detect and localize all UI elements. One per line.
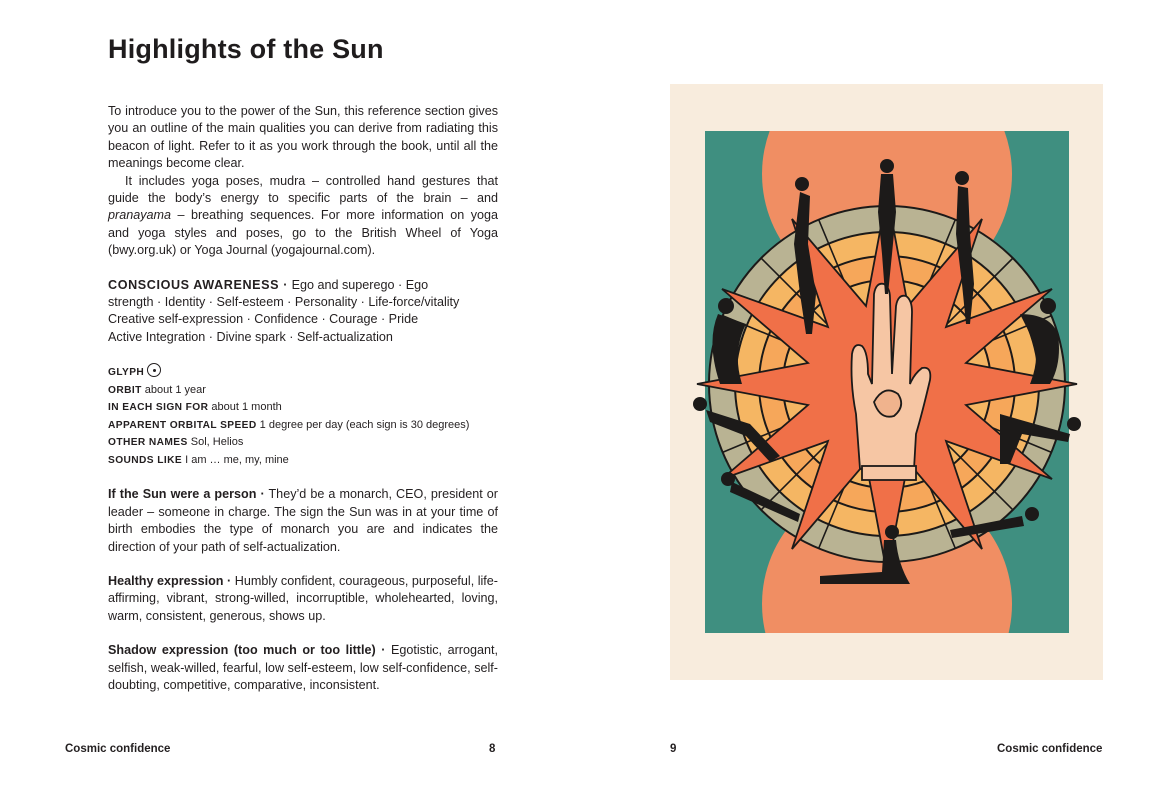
shadow-paragraph: Shadow expression (too much or too little) · Egotistic, arrogant, selfish, weak-willed, fearful, low self-esteem, low self-confidence, self-doubting, competitive, comparative, inconsistent. xyxy=(108,643,498,692)
qualities-line-2: strength · Identity · Self-esteem · Personality · Life-force/vitality xyxy=(108,295,460,310)
illustration-svg xyxy=(670,84,1103,680)
body-text xyxy=(108,103,498,694)
sun-illustration xyxy=(670,84,1103,680)
facts-list xyxy=(108,363,498,469)
fact-names: OTHER NAMES Sol, Helios xyxy=(108,436,244,449)
fact-orbit: ORBIT about 1 year xyxy=(108,383,206,396)
fact-sounds: SOUNDS LIKE I am … me, my, mine xyxy=(108,453,289,466)
qualities-block xyxy=(108,277,498,347)
qualities-line-3: Creative self-expression · Confidence · Courage · Pride xyxy=(108,312,419,327)
fact-speed: APPARENT ORBITAL SPEED 1 degree per day (each sign is 30 degrees) xyxy=(108,418,470,431)
person-paragraph: If the Sun were a person · They’d be a monarch, CEO, president or leader – someone in charge. The sign the Sun was in at your time of birth embodies the type of monarch you are and indicates the direction of your path of self-actualization. xyxy=(108,487,498,554)
left-page-number: 8 xyxy=(489,743,496,755)
right-page xyxy=(584,0,1168,800)
sun-glyph-icon xyxy=(147,363,161,377)
healthy-paragraph: Healthy expression · Humbly confident, courageous, purposeful, life-affirming, vibrant, strong-willed, incorruptible, wholehearted, loving, warm, consistent, generous, shows up. xyxy=(108,573,498,623)
intro-paragraph-2: It includes yoga poses, mudra – controlled hand gestures that guide the body’s energy to specific parts of the brain – and pranayama – breathing sequences. For more information on yoga and yoga styles and poses, go to the British Wheel of Yoga (bwy.org.uk) or Yoga Journal (yogajournal.com). xyxy=(108,173,498,258)
qualities-line-4: Active Integration · Divine spark · Self-actualization xyxy=(108,329,393,344)
left-footer-title: Cosmic confidence xyxy=(65,743,171,755)
qualities-line-1: CONSCIOUS AWARENESS · Ego and superego · Ego xyxy=(108,277,429,292)
fact-sign: IN EACH SIGN FOR about 1 month xyxy=(108,401,282,414)
qualities-heading: CONSCIOUS AWARENESS · xyxy=(108,277,289,292)
right-page-number: 9 xyxy=(670,743,677,755)
fact-glyph: GLYPH xyxy=(108,363,498,382)
page-title: Highlights of the Sun xyxy=(108,34,384,64)
right-footer-title: Cosmic confidence xyxy=(997,743,1103,755)
intro-paragraph-1: To introduce you to the power of the Sun, this reference section gives you an outline of the main qualities you can derive from radiating this beacon of light. Refer to it as you work through the book, until all the meanings become clear. xyxy=(108,104,498,171)
